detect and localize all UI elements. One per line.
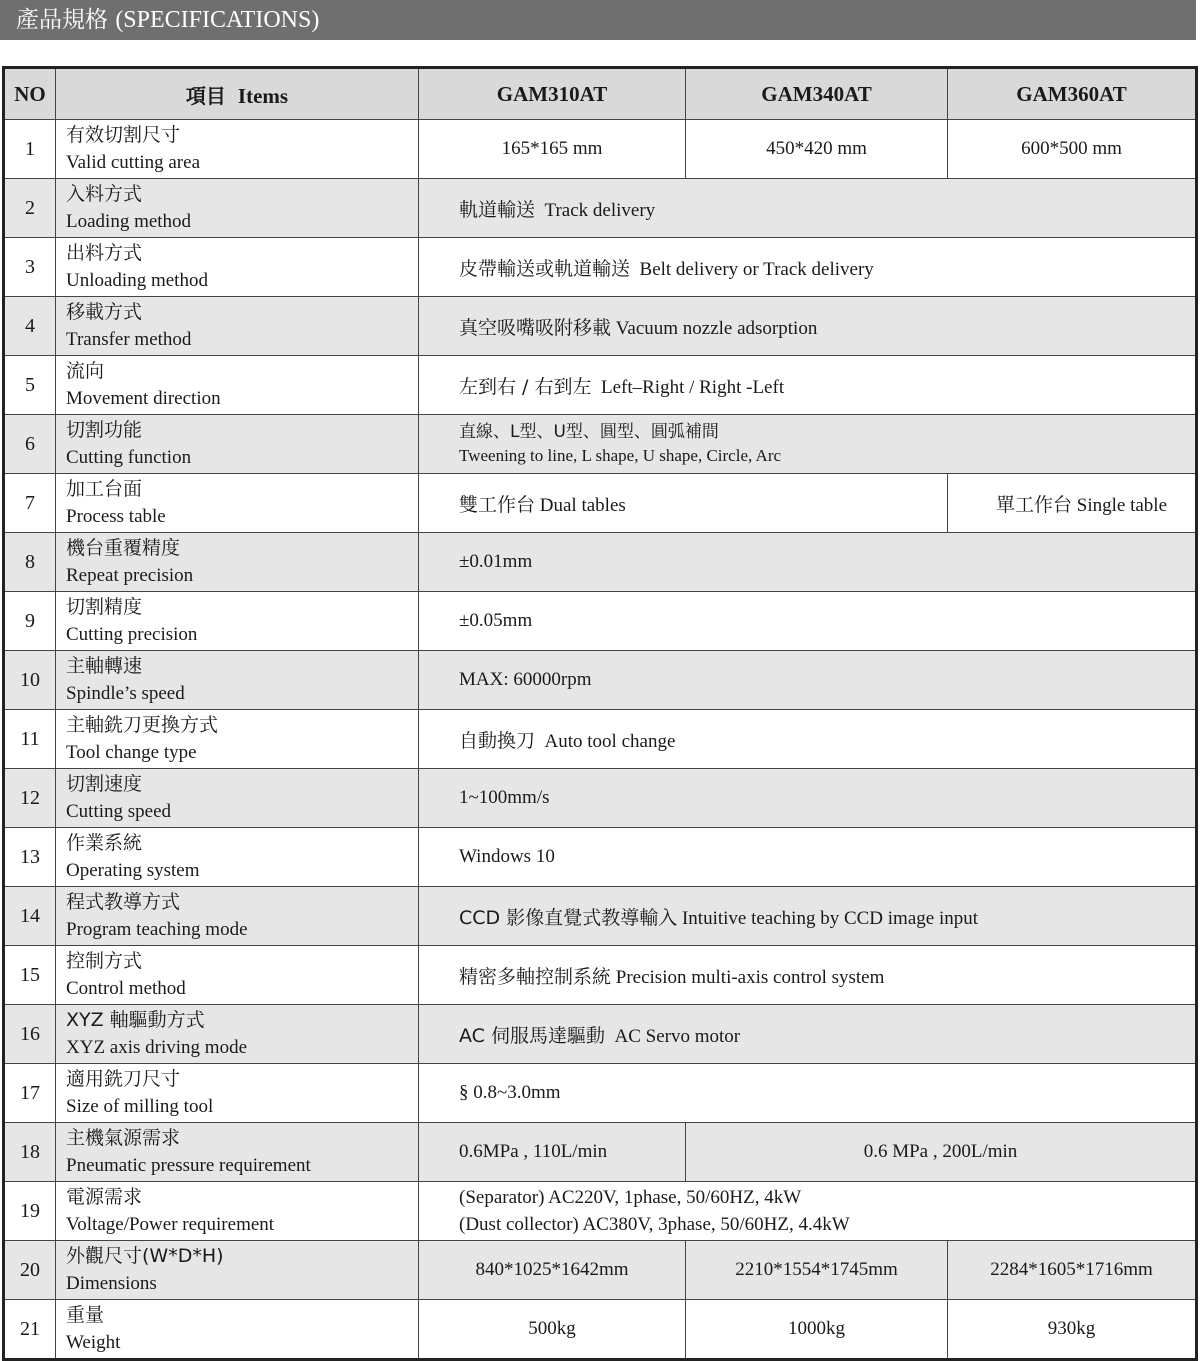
table-row	[4, 710, 1197, 769]
item-label-en: Voltage/Power requirement	[66, 1214, 275, 1235]
row-item	[56, 120, 419, 179]
row-item	[56, 828, 419, 887]
item-label-en: Cutting precision	[66, 624, 198, 645]
value-zh: 單工作台	[996, 493, 1073, 516]
header-model-2: GAM340AT	[686, 68, 948, 120]
value-line-1: (Separator) AC220V, 1phase, 50/60HZ, 4kW	[459, 1187, 802, 1208]
item-label-zh: 出料方式	[66, 242, 143, 264]
value-line-2: (Dust collector) AC380V, 3phase, 50/60HZ, 4.4kW	[459, 1214, 850, 1235]
row-number: 11	[4, 710, 56, 769]
item-label-zh: 程式教導方式	[66, 891, 181, 913]
value-en: Vacuum nozzle adsorption	[615, 317, 818, 339]
row-number: 16	[4, 1005, 56, 1064]
header-no: NO	[4, 68, 56, 120]
row-number: 21	[4, 1300, 56, 1360]
table-row	[4, 828, 1197, 887]
row-item	[56, 1241, 419, 1300]
item-label-zh: 控制方式	[66, 950, 143, 972]
value-gam340at-gam360at: 0.6 MPa , 200L/min	[686, 1123, 1197, 1182]
table-row	[4, 1064, 1197, 1123]
row-number: 19	[4, 1182, 56, 1241]
row-number: 5	[4, 356, 56, 415]
value-zh: 皮帶輸送或軌道輸送	[459, 257, 631, 280]
header-items-en: Items	[237, 83, 289, 108]
value-gam360at: 600*500 mm	[948, 120, 1197, 179]
value-en: Tweening to line, L shape, U shape, Circle, Arc	[459, 446, 782, 465]
row-number: 6	[4, 415, 56, 474]
value-all-models: ±0.05mm	[419, 592, 1197, 651]
table-header-row	[4, 68, 1197, 120]
value-all-models: MAX: 60000rpm	[419, 651, 1197, 710]
table-row	[4, 651, 1197, 710]
value-en: Left–Right / Right -Left	[600, 376, 785, 398]
value-en: Dual tables	[539, 494, 626, 516]
value-all-models	[419, 238, 1197, 297]
row-item	[56, 769, 419, 828]
value-gam310at: 840*1025*1642mm	[419, 1241, 686, 1300]
row-number: 15	[4, 946, 56, 1005]
item-label-en: Process table	[66, 506, 166, 527]
row-item	[56, 887, 419, 946]
row-item	[56, 297, 419, 356]
row-item	[56, 651, 419, 710]
value-all-models	[419, 356, 1197, 415]
value-all-models: ±0.01mm	[419, 533, 1197, 592]
value-gam340at: 2210*1554*1745mm	[686, 1241, 948, 1300]
value-all-models	[419, 710, 1197, 769]
row-item	[56, 179, 419, 238]
table-row	[4, 592, 1197, 651]
item-label-zh: 重量	[66, 1304, 105, 1326]
item-label-zh: 主軸轉速	[66, 655, 143, 677]
row-item	[56, 356, 419, 415]
value-en: Track delivery	[544, 199, 656, 221]
value-zh: CCD 影像直覺式教導輸入	[459, 906, 678, 929]
item-label-zh: 切割精度	[66, 596, 143, 618]
row-item	[56, 1005, 419, 1064]
row-number: 12	[4, 769, 56, 828]
row-item	[56, 474, 419, 533]
header-items	[56, 68, 419, 120]
item-label-zh: 切割速度	[66, 773, 143, 795]
row-number: 3	[4, 238, 56, 297]
item-label-zh: 加工台面	[66, 478, 143, 500]
item-label-zh: XYZ 軸驅動方式	[66, 1009, 205, 1031]
item-label-en: XYZ axis driving mode	[66, 1037, 248, 1058]
value-all-models	[419, 1182, 1197, 1241]
value-gam310at: 500kg	[419, 1300, 686, 1360]
value-all-models	[419, 297, 1197, 356]
item-label-zh: 作業系統	[66, 832, 143, 854]
value-en: Intuitive teaching by CCD image input	[681, 907, 978, 929]
table-row	[4, 769, 1197, 828]
value-all-models: Windows 10	[419, 828, 1197, 887]
table-row	[4, 297, 1197, 356]
table-row	[4, 474, 1197, 533]
row-number: 2	[4, 179, 56, 238]
item-label-en: Valid cutting area	[66, 152, 201, 173]
item-label-zh: 外觀尺寸(W*D*H)	[66, 1245, 224, 1267]
value-en: Precision multi-axis control system	[615, 966, 885, 988]
row-number: 1	[4, 120, 56, 179]
item-label-en: Unloading method	[66, 270, 208, 291]
header-items-zh: 項目	[185, 83, 226, 108]
item-label-en: Control method	[66, 978, 186, 999]
row-number: 17	[4, 1064, 56, 1123]
table-row	[4, 1241, 1197, 1300]
item-label-en: Weight	[66, 1332, 121, 1353]
item-label-zh: 適用銑刀尺寸	[66, 1068, 181, 1090]
value-all-models	[419, 946, 1197, 1005]
item-label-zh: 入料方式	[66, 183, 143, 205]
value-all-models: § 0.8~3.0mm	[419, 1064, 1197, 1123]
section-title-bar	[0, 0, 1196, 40]
item-label-en: Cutting speed	[66, 801, 172, 822]
row-item	[56, 238, 419, 297]
row-item	[56, 592, 419, 651]
value-en: Auto tool change	[544, 730, 676, 752]
value-gam310at: 165*165 mm	[419, 120, 686, 179]
item-label-en: Dimensions	[66, 1273, 157, 1294]
table-row	[4, 533, 1197, 592]
table-row	[4, 179, 1197, 238]
value-all-models	[419, 887, 1197, 946]
table-row	[4, 1182, 1197, 1241]
item-label-zh: 主機氣源需求	[66, 1127, 181, 1149]
item-label-en: Tool change type	[66, 742, 197, 763]
item-label-en: Spindle’s speed	[66, 683, 185, 704]
row-number: 7	[4, 474, 56, 533]
item-label-en: Movement direction	[66, 388, 221, 409]
item-label-en: Program teaching mode	[66, 919, 248, 940]
table-row	[4, 1005, 1197, 1064]
row-number: 4	[4, 297, 56, 356]
table-row	[4, 120, 1197, 179]
item-label-en: Cutting function	[66, 447, 192, 468]
item-label-zh: 移載方式	[66, 301, 143, 323]
row-number: 18	[4, 1123, 56, 1182]
value-gam340at: 1000kg	[686, 1300, 948, 1360]
value-zh: 左到右 / 右到左	[459, 375, 592, 398]
value-gam360at: 2284*1605*1716mm	[948, 1241, 1197, 1300]
row-item	[56, 415, 419, 474]
item-label-zh: 流向	[66, 360, 105, 382]
value-gam360at	[948, 474, 1197, 533]
table-row	[4, 415, 1197, 474]
table-row	[4, 1300, 1197, 1360]
table-row	[4, 887, 1197, 946]
item-label-zh: 切割功能	[66, 419, 143, 441]
item-label-en: Size of milling tool	[66, 1096, 214, 1117]
value-zh: 雙工作台	[459, 493, 536, 516]
item-label-en: Transfer method	[66, 329, 192, 350]
section-title-en: (SPECIFICATIONS)	[115, 7, 320, 33]
value-all-models: 1~100mm/s	[419, 769, 1197, 828]
row-item	[56, 1064, 419, 1123]
item-label-zh: 電源需求	[66, 1186, 143, 1208]
table-row	[4, 1123, 1197, 1182]
value-zh: AC 伺服馬達驅動	[459, 1024, 605, 1047]
value-gam360at: 930kg	[948, 1300, 1197, 1360]
item-label-zh: 有效切割尺寸	[66, 124, 181, 146]
value-zh: 自動換刀	[459, 729, 536, 752]
section-title-zh: 產品規格	[16, 7, 108, 33]
value-all-models	[419, 1005, 1197, 1064]
value-all-models	[419, 415, 1197, 474]
value-zh: 真空吸嘴吸附移載	[459, 316, 612, 339]
value-en: Single table	[1076, 494, 1167, 516]
table-row	[4, 946, 1197, 1005]
item-label-zh: 主軸銑刀更換方式	[66, 714, 219, 736]
specifications-table	[2, 66, 1198, 1361]
table-row	[4, 238, 1197, 297]
table-row	[4, 356, 1197, 415]
value-gam340at: 450*420 mm	[686, 120, 948, 179]
row-item	[56, 1182, 419, 1241]
value-zh: 直線、L型、U型、圓型、圓弧補間	[459, 422, 719, 442]
item-label-en: Repeat precision	[66, 565, 194, 586]
header-model-3: GAM360AT	[948, 68, 1197, 120]
row-number: 20	[4, 1241, 56, 1300]
row-item	[56, 1123, 419, 1182]
value-zh: 軌道輸送	[459, 198, 536, 221]
row-item	[56, 533, 419, 592]
value-gam310at: 0.6MPa , 110L/min	[419, 1123, 686, 1182]
value-en: AC Servo motor	[614, 1025, 741, 1047]
value-gam310at-gam340at	[419, 474, 948, 533]
item-label-en: Operating system	[66, 860, 200, 881]
row-number: 8	[4, 533, 56, 592]
row-number: 10	[4, 651, 56, 710]
item-label-zh: 機台重覆精度	[66, 537, 181, 559]
row-number: 9	[4, 592, 56, 651]
row-number: 13	[4, 828, 56, 887]
row-item	[56, 946, 419, 1005]
row-number: 14	[4, 887, 56, 946]
row-item	[56, 710, 419, 769]
value-en: Belt delivery or Track delivery	[639, 258, 874, 280]
item-label-en: Pneumatic pressure requirement	[66, 1155, 311, 1176]
item-label-en: Loading method	[66, 211, 192, 232]
value-zh: 精密多軸控制系統	[459, 965, 612, 988]
row-item	[56, 1300, 419, 1360]
header-model-1: GAM310AT	[419, 68, 686, 120]
value-all-models	[419, 179, 1197, 238]
